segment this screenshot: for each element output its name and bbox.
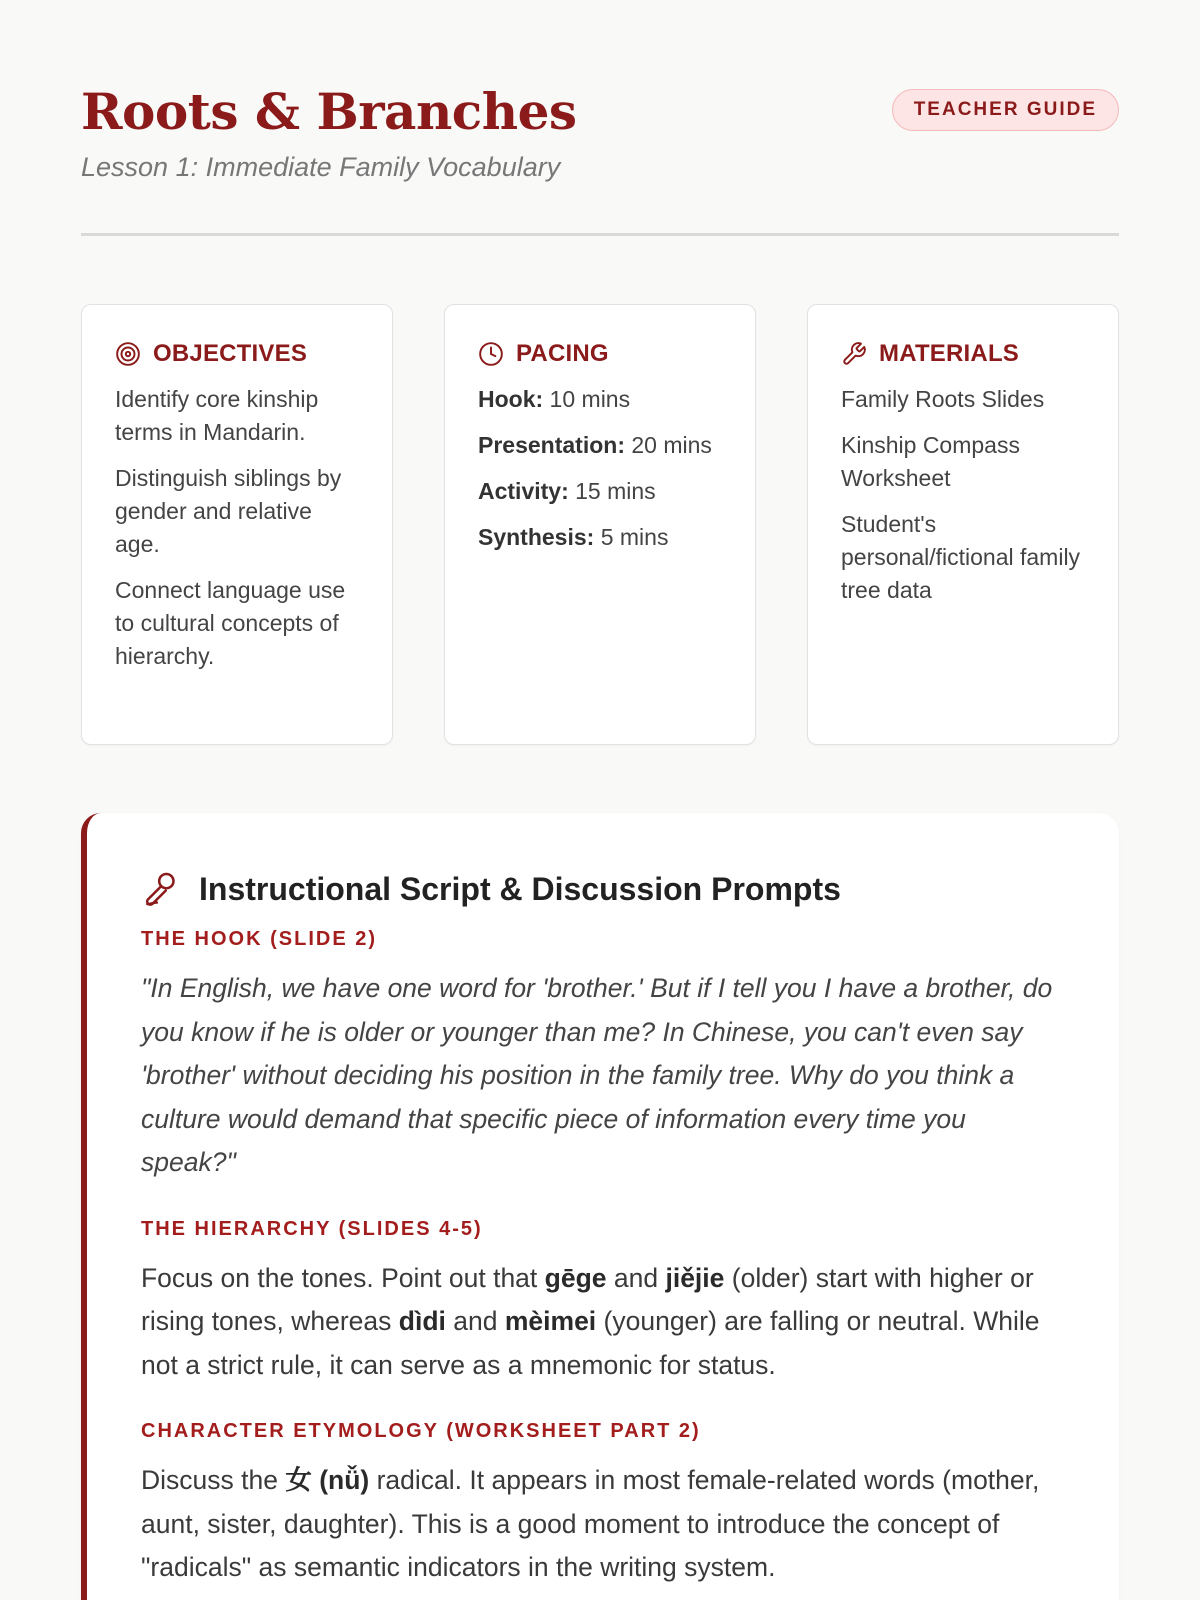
objectives-header [115, 339, 359, 369]
page-title: Roots & Branches [81, 82, 577, 141]
pacing-label: Synthesis: [478, 524, 595, 550]
objective-item: Identify core kinship terms in Mandarin. [115, 386, 319, 445]
etymology-text [141, 1459, 1065, 1590]
pacing-item-hook [478, 383, 722, 416]
pacing-label: Activity: [478, 478, 569, 504]
hierarchy-text [141, 1257, 1065, 1388]
term-jiejie: jiějie [665, 1262, 725, 1293]
pacing-item-presentation [478, 429, 722, 462]
pacing-title: PACING [516, 340, 609, 367]
term-nu-radical: 女 (nǚ) [285, 1465, 370, 1495]
pacing-value: 20 mins [624, 432, 712, 458]
material-item: Student's personal/fictional family tree data [841, 511, 1081, 603]
pacing-item-synthesis [478, 521, 722, 554]
target-icon [115, 341, 141, 367]
script-header [141, 867, 1065, 911]
microphone-icon [141, 870, 179, 908]
objectives-title: OBJECTIVES [153, 340, 308, 367]
text-segment: radical. It appears in most female-related words (mother, aunt, sister, daughter). This is a good moment to introduce the concept of "radicals" as semantic indicators in the writing system. [141, 1465, 1040, 1582]
pacing-value: 15 mins [568, 478, 656, 504]
teacher-guide-badge: TEACHER GUIDE [892, 89, 1119, 131]
lesson-subtitle: Lesson 1: Immediate Family Vocabulary [81, 152, 561, 182]
hook-prompt-text: "In English, we have one word for 'brother.' But if I tell you I have a brother, do you know if he is older or younger than me? In Chinese, you can't even say 'brother' without deciding his position in the family tree. Why do you think a culture would demand that specific piece of information every time you speak?" [141, 973, 1053, 1177]
term-didi: dìdi [398, 1306, 446, 1336]
materials-header [841, 339, 1085, 369]
objective-item: Connect language use to cultural concepts of hierarchy. [115, 577, 346, 669]
term-gege: gēge [544, 1262, 607, 1293]
pacing-card [444, 304, 756, 745]
page-header [81, 0, 1119, 236]
clock-icon [478, 341, 504, 367]
text-segment: and [445, 1306, 505, 1336]
hook-section-label: THE HOOK (SLIDE 2) [141, 928, 378, 950]
pacing-item-activity [478, 475, 722, 508]
pacing-value: 10 mins [543, 386, 631, 412]
objective-item: Distinguish siblings by gender and relative age. [115, 465, 342, 557]
pacing-label: Hook: [478, 386, 544, 412]
text-segment: Focus on the tones. Point out that [141, 1262, 545, 1293]
objectives-card [81, 304, 393, 745]
material-item: Kinship Compass Worksheet [841, 432, 1020, 491]
pacing-label: Presentation: [478, 432, 625, 458]
materials-title: MATERIALS [879, 340, 1020, 367]
pacing-value: 5 mins [594, 524, 669, 550]
material-item: Family Roots Slides [841, 386, 1045, 412]
overview-cards [81, 304, 1119, 745]
script-title: Instructional Script & Discussion Prompts [199, 870, 841, 907]
text-segment: Discuss the [141, 1465, 286, 1495]
term-meimei: mèimei [504, 1306, 597, 1336]
text-segment: and [606, 1262, 666, 1293]
text-segment: (older) start with higher or rising tones, whereas [141, 1262, 1034, 1336]
wrench-icon [841, 341, 867, 367]
pacing-header [478, 339, 722, 369]
materials-card [807, 304, 1119, 745]
text-segment: (younger) are falling or neutral. While not a strict rule, it can serve as a mnemonic for status. [141, 1306, 1040, 1380]
etymology-section-label: CHARACTER ETYMOLOGY (WORKSHEET PART 2) [141, 1420, 701, 1442]
instructional-script-panel [81, 813, 1119, 1600]
hierarchy-section-label: THE HIERARCHY (SLIDES 4-5) [141, 1217, 483, 1240]
